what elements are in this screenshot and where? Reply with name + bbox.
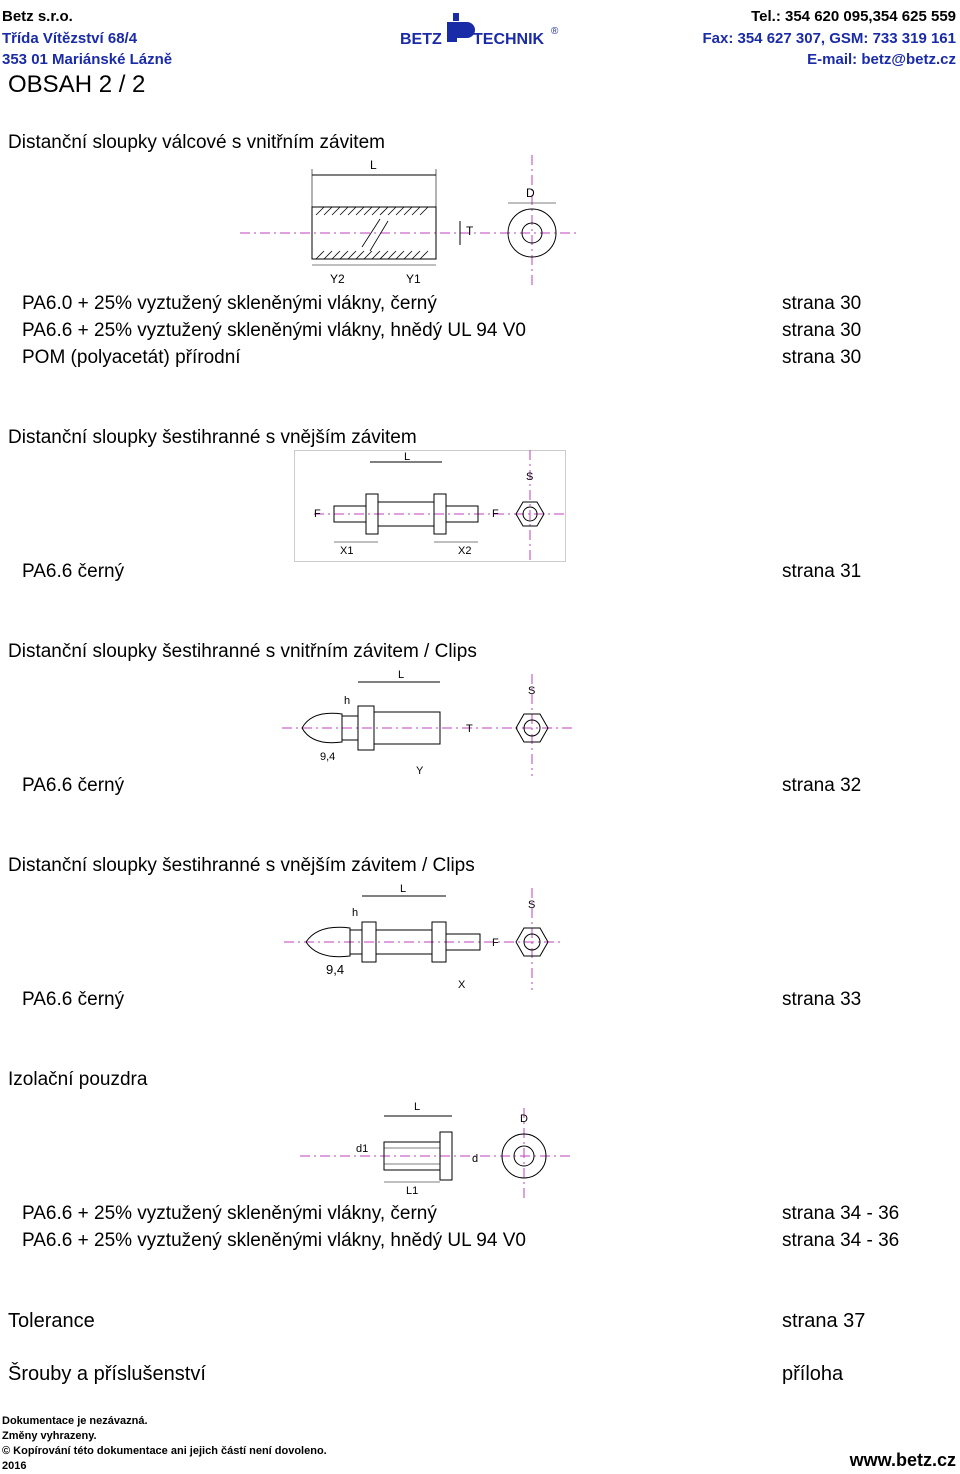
- svg-text:d: d: [472, 1153, 479, 1165]
- svg-text:X1: X1: [340, 545, 354, 557]
- website-link[interactable]: www.betz.cz: [849, 1450, 956, 1470]
- svg-text:9,4: 9,4: [326, 962, 345, 977]
- svg-text:L: L: [414, 1101, 421, 1113]
- svg-text:L: L: [398, 669, 405, 681]
- section-heading-insulating-bushes: Izolační pouzdra: [8, 1069, 148, 1090]
- company-email: E-mail: betz@betz.cz: [807, 51, 956, 68]
- svg-text:S: S: [526, 471, 534, 483]
- company-name: Betz s.r.o.: [2, 8, 73, 25]
- svg-text:F: F: [492, 937, 499, 949]
- cylindrical-spacer-drawing: [240, 155, 580, 285]
- insulating-bush-drawing: [300, 1100, 570, 1200]
- section-heading-hex-internal-clips: Distanční sloupky šestihranné s vnitřním závitem / Clips: [8, 641, 477, 662]
- svg-text:X2: X2: [458, 545, 472, 557]
- svg-text:S: S: [528, 899, 536, 911]
- svg-text:d1: d1: [356, 1143, 369, 1155]
- svg-text:BETZ: BETZ: [400, 31, 442, 48]
- footer-disclaimer: Dokumentace je nezávazná.: [2, 1415, 148, 1427]
- company-street: Třída Vítězství 68/4: [2, 30, 138, 47]
- section-heading-hex-external-clips: Distanční sloupky šestihranné s vnějším závitem / Clips: [8, 855, 475, 876]
- svg-text:F: F: [492, 508, 499, 520]
- svg-text:Y1: Y1: [406, 272, 421, 285]
- svg-text:Y2: Y2: [330, 272, 345, 285]
- svg-text:L1: L1: [406, 1185, 419, 1197]
- svg-text:D: D: [520, 1113, 528, 1125]
- section-heading-hex-external: Distanční sloupky šestihranné s vnějším závitem: [8, 427, 417, 448]
- footer-changes: Změny vyhrazeny.: [2, 1430, 97, 1442]
- company-tel: Tel.: 354 620 095,354 625 559: [751, 8, 956, 25]
- svg-text:F: F: [314, 508, 321, 520]
- hex-external-clips-drawing: [284, 878, 564, 990]
- svg-text:T: T: [466, 723, 473, 735]
- svg-text:T: T: [466, 224, 474, 238]
- company-city: 353 01 Mariánské Lázně: [2, 51, 173, 68]
- svg-text:9,4: 9,4: [320, 751, 336, 763]
- svg-text:L: L: [404, 451, 411, 463]
- svg-text:S: S: [528, 685, 536, 697]
- footer-copyright: © Kopírování této dokumentace ani jejich částí není dovoleno.: [2, 1445, 327, 1457]
- hex-external-spacer-drawing: [294, 450, 566, 562]
- svg-text:h: h: [352, 907, 359, 919]
- footer-year: 2016: [2, 1460, 27, 1472]
- betz-technik-logo: [395, 10, 570, 50]
- svg-text:D: D: [526, 186, 535, 200]
- section-heading-cylindrical: Distanční sloupky válcové s vnitřním závitem: [8, 132, 385, 153]
- svg-text:TECHNIK: TECHNIK: [473, 31, 545, 48]
- company-fax: Fax: 354 627 307, GSM: 733 319 161: [702, 30, 956, 47]
- svg-text:Y: Y: [416, 765, 424, 776]
- svg-text:L: L: [370, 158, 377, 172]
- svg-text:®: ®: [551, 26, 559, 37]
- svg-text:X: X: [458, 979, 466, 990]
- hex-internal-clips-drawing: [282, 664, 572, 776]
- svg-text:L: L: [400, 883, 407, 895]
- svg-text:h: h: [344, 695, 351, 707]
- page-title: OBSAH 2 / 2: [8, 71, 146, 98]
